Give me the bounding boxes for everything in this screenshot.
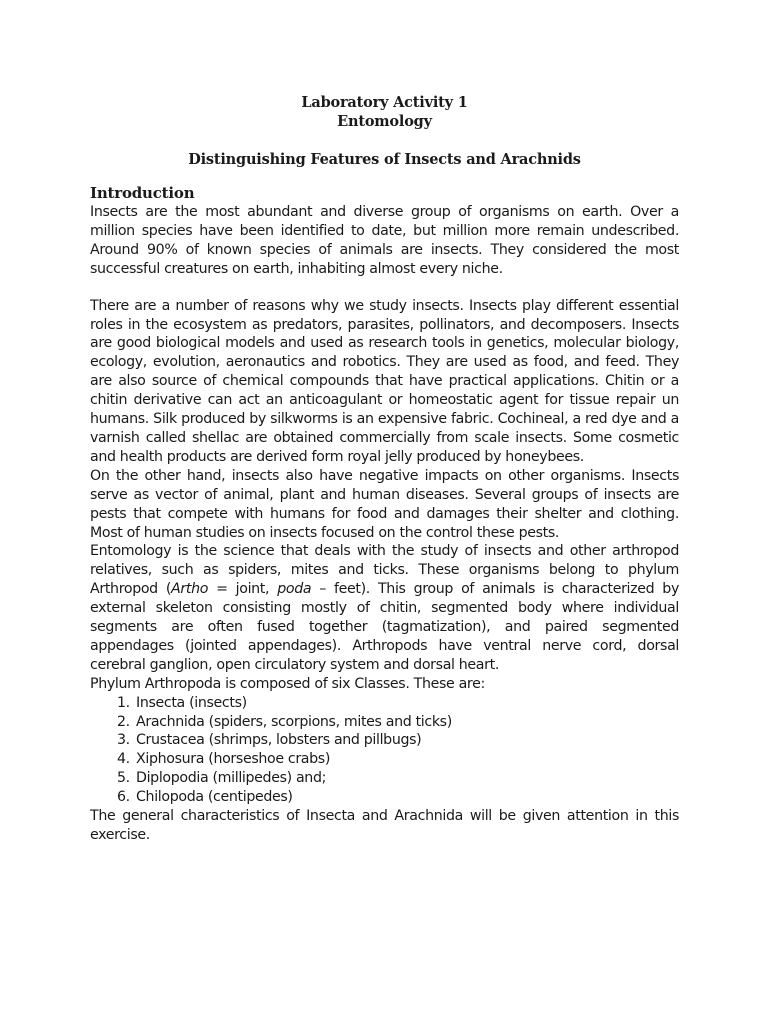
course-title: Entomology — [337, 113, 432, 130]
paragraph-1: Insects are the most abundant and diverse group of organisms on earth. Over a million species have been identified to date, but million more remain undescribed. Around 90% of known species of animals are insects. They considered the most successful creatures on earth, inhabiting almost every niche. — [90, 204, 679, 277]
paragraph-gap — [90, 279, 679, 297]
class-list — [90, 694, 679, 807]
term-poda: poda — [277, 581, 312, 598]
list-item: 4. Xiphosura (horseshoe crabs) — [134, 750, 679, 769]
term-artho: Artho — [171, 581, 209, 598]
list-item: 6. Chilopoda (centipedes) — [134, 788, 679, 807]
list-item: 1. Insecta (insects) — [134, 694, 679, 713]
list-item: 2. Arachnida (spiders, scorpions, mites and ticks) — [134, 713, 679, 732]
activity-title: Laboratory Activity 1 — [301, 94, 468, 111]
paragraph-3: On the other hand, insects also have negative impacts on other organisms. Insects serve as vector of animal, plant and human diseases. Several groups of insects are pests that compete with humans for food and damages their shelter and clothing. Most of human studies on insects focused on the control these pests. — [90, 467, 679, 541]
paragraph-5: Phylum Arthropoda is composed of six Classes. These are: — [90, 675, 485, 692]
list-item: 5. Diplopodia (millipedes) and; — [134, 769, 679, 788]
title-block — [90, 93, 679, 169]
activity-subtitle: Distinguishing Features of Insects and Arachnids — [188, 151, 581, 168]
p4-text-a: Entomology is the science that deals with the study of insects and other arthropod relatives, such as spiders, mites and ticks. These organisms belong to phylum Arthropod ( — [90, 543, 679, 598]
p4-text-b: = joint, — [208, 581, 278, 598]
list-item: 3. Crustacea (shrimps, lobsters and pillbugs) — [134, 731, 679, 750]
p4-text-c: – feet). This group of animals is characterized by external skeleton consisting mostly of chitin, segmented body where individual segments are often fused together (tagmatization), and paired segmented appendages (jointed appendages). Arthropods have ventral nerve cord, dorsal cerebral ganglion, open circulatory system and dorsal heart. — [90, 581, 679, 673]
paragraph-4 — [90, 542, 679, 674]
paragraph-6: The general characteristics of Insecta and Arachnida will be given attention in this exercise. — [90, 808, 679, 843]
paragraph-2: There are a number of reasons why we study insects. Insects play different essential roles in the ecosystem as predators, parasites, pollinators, and decomposers. Insects are good biological models and used as research tools in genetics, molecular biology, ecology, evolution, aeronautics and robotics. They are used as food, and feed. They are also source of chemical compounds that have practical applications. Chitin or a chitin derivative can act an anticoagulant or homeostatic agent for tissue repair un humans. Silk produced by silkworms is an expensive fabric. Cochineal, a red dye and a varnish called shellac are obtained commercially from scale insects. Some cosmetic and health products are derived form royal jelly produced by honeybees. — [90, 297, 679, 465]
section-heading-introduction: Introduction — [90, 184, 195, 202]
